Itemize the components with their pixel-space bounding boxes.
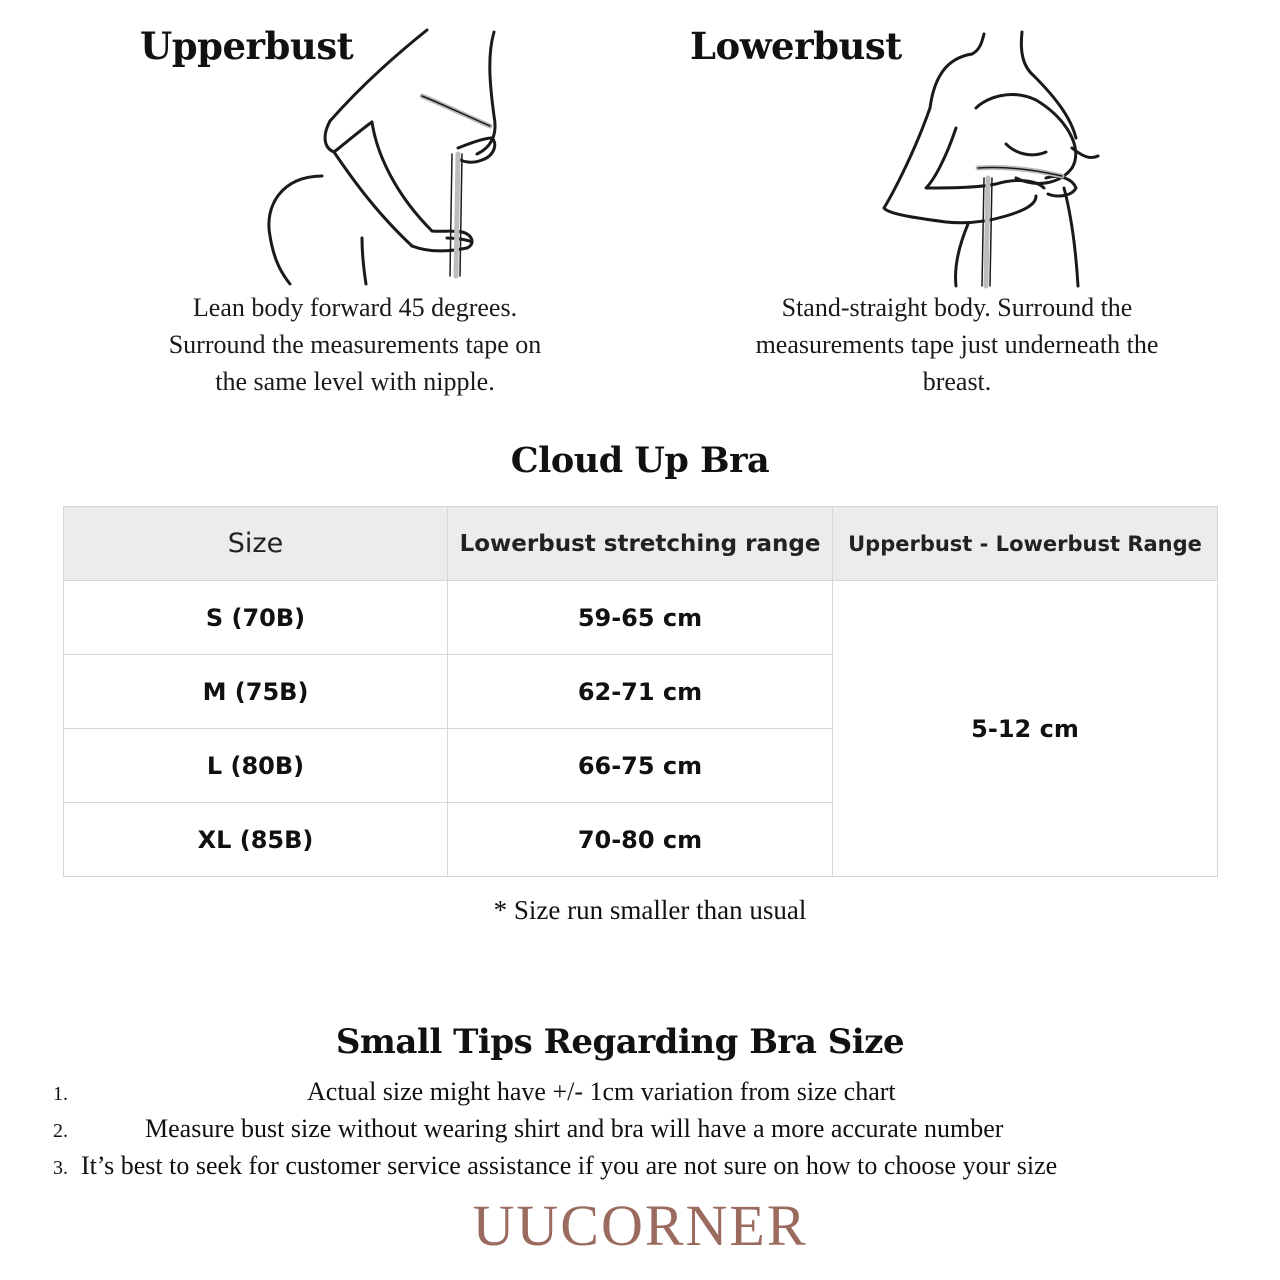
tip-text: Actual size might have +/- 1cm variation from size chart bbox=[307, 1077, 896, 1106]
cell-lowerbust: 59-65 cm bbox=[448, 581, 833, 655]
caption-line: Stand-straight body. Surround the bbox=[781, 293, 1133, 322]
tip-text: Measure bust size without wearing shirt and bra will have a more accurate number bbox=[145, 1114, 1004, 1143]
cell-lowerbust: 62-71 cm bbox=[448, 655, 833, 729]
table-row bbox=[64, 581, 1218, 655]
size-table bbox=[63, 506, 1218, 877]
upperbust-heading: Upperbust bbox=[140, 24, 354, 68]
tip-text: It’s best to seek for customer service assistance if you are not sure on how to choose your size bbox=[81, 1151, 1058, 1180]
lowerbust-heading: Lowerbust bbox=[690, 24, 902, 68]
header-lowerbust: Lowerbust stretching range bbox=[448, 507, 833, 581]
tips-title: Small Tips Regarding Bra Size bbox=[335, 1022, 905, 1062]
lowerbust-caption bbox=[700, 289, 1214, 400]
cell-size: XL (85B) bbox=[64, 803, 448, 877]
size-note: * Size run smaller than usual bbox=[493, 895, 807, 925]
upperbust-illustration bbox=[262, 26, 512, 288]
header-size: Size bbox=[64, 507, 448, 581]
tip-number: 3. bbox=[53, 1157, 68, 1179]
lowerbust-illustration bbox=[876, 28, 1106, 290]
tip-number: 2. bbox=[53, 1120, 68, 1142]
caption-line: the same level with nipple. bbox=[215, 367, 495, 396]
tip-item bbox=[0, 1151, 1280, 1188]
brand-wordmark: UUCORNER bbox=[472, 1193, 808, 1258]
cell-range: 5-12 cm bbox=[833, 581, 1218, 877]
table-header-row bbox=[64, 507, 1218, 581]
caption-line: breast. bbox=[922, 367, 992, 396]
cell-size: S (70B) bbox=[64, 581, 448, 655]
tip-item bbox=[0, 1114, 1280, 1151]
header-range: Upperbust - Lowerbust Range bbox=[833, 507, 1218, 581]
caption-line: Surround the measurements tape on bbox=[168, 330, 542, 359]
table-title: Cloud Up Bra bbox=[510, 440, 770, 481]
cell-lowerbust: 66-75 cm bbox=[448, 729, 833, 803]
tip-number: 1. bbox=[53, 1083, 68, 1105]
tip-item bbox=[0, 1077, 1280, 1114]
cell-size: M (75B) bbox=[64, 655, 448, 729]
caption-line: measurements tape just underneath the bbox=[755, 330, 1159, 359]
cell-lowerbust: 70-80 cm bbox=[448, 803, 833, 877]
caption-line: Lean body forward 45 degrees. bbox=[192, 293, 518, 322]
cell-size: L (80B) bbox=[64, 729, 448, 803]
upperbust-caption bbox=[130, 289, 580, 400]
